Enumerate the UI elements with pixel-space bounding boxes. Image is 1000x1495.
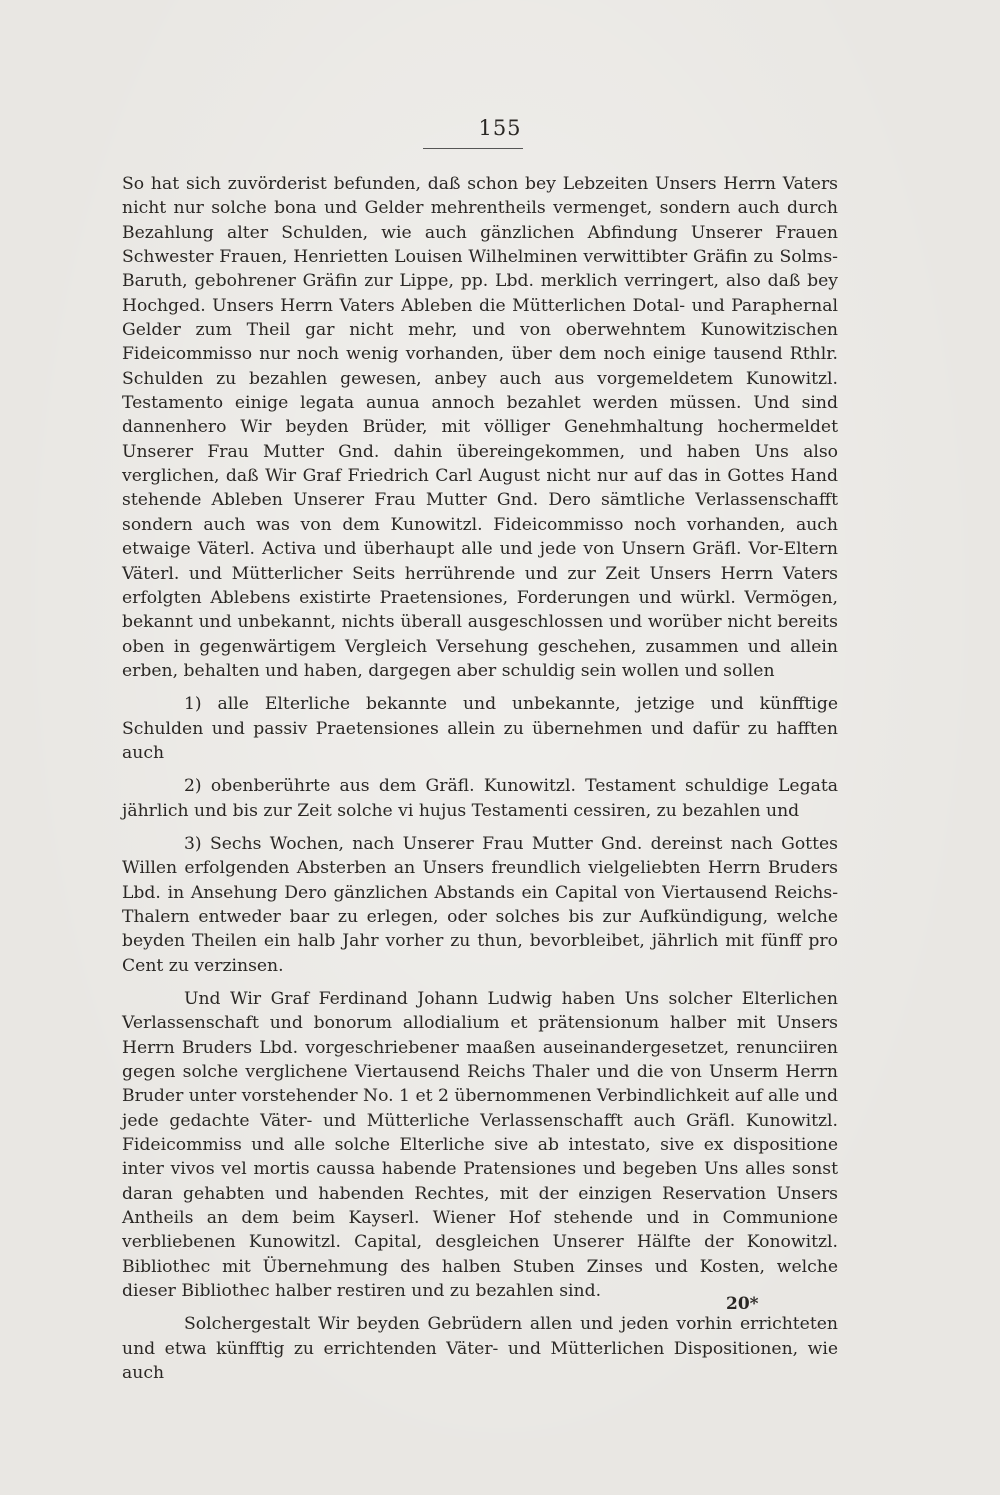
- paragraph-renunciation: Und Wir Graf Ferdinand Johann Ludwig haben Uns solcher Elterlichen Verlassenschaft und bonorum allodialium et prätensionum halber mit Unsers Herrn Bruders Lbd. vorgeschriebener maaßen auseinandergesetzet, renunciiren gegen solche verglichene Viertausend Reichs Thaler und die von Unserm Herrn Bruder unter vorstehender No. 1 et 2 übernommenen Verbindlichkeit auf alle und jede gedachte Väter- und Mütterliche Verlassenschafft auch Gräfl. Kunowitzl. Fideicommiss und alle solche Elterliche sive ab intestato, sive ex dispositione inter vivos vel mortis caussa habende Pratensiones und begeben Uns alles sonst daran gehabten und habenden Rechtes, mit der einzigen Reservation Unsers Antheils an dem beim Kayserl. Wiener Hof stehende und in Communione verbliebenen Kunowitzl. Capital, desgleichen Unserer Hälfte der Konowitzl. Bibliothec mit Übernehmung des halben Stuben Zinses und Kosten, welche dieser Bibliothec halber restiren und zu bezahlen sind.: [122, 989, 838, 1302]
- paragraph-item-2: 2) obenberührte aus dem Gräfl. Kunowitzl. Testament schuldige Legata jährlich und bis zur Zeit solche vi hujus Testamenti cessiren, zu bezahlen und: [122, 776, 838, 821]
- body-text: [122, 172, 838, 1386]
- page-number-rule: [423, 148, 523, 149]
- signature-mark: 20*: [726, 1294, 759, 1314]
- paragraph-closing: Solchergestalt Wir beyden Gebrüdern allen und jeden vorhin errichteten und etwa künfftig zu errichtenden Väter- und Mütterlichen Dispositionen, wie auch: [122, 1314, 838, 1384]
- page-number: 155: [478, 116, 522, 140]
- paragraph-item-1: 1) alle Elterliche bekannte und unbekannte, jetzige und künfftige Schulden und passiv Praetensiones allein zu übernehmen und dafür zu hafften auch: [122, 694, 838, 763]
- paragraph-item-3: 3) Sechs Wochen, nach Unserer Frau Mutter Gnd. dereinst nach Gottes Willen erfolgenden Absterben an Unsers freundlich vielgeliebten Herrn Bruders Lbd. in Ansehung Dero gänzlichen Abstands ein Capital von Viertausend Reichs-Thalern entweder baar zu erlegen, oder solches bis zur Aufkündigung, welche beyden Theilen ein halb Jahr vorher zu thun, bevorbleibet, jährlich mit fünff pro Cent zu verzinsen.: [122, 833, 838, 976]
- paragraph-settlement-preamble: So hat sich zuvörderist befunden, daß schon bey Lebzeiten Unsers Herrn Vaters nicht nur solche bona und Gelder mehrentheils vermenget, sondern auch durch Bezahlung alter Schulden, wie auch gänzlichen Abfindung Unserer Frauen Schwester Frauen, Henrietten Louisen Wilhelminen verwittibter Gräfin zu Solms-Baruth, gebohrener Gräfin zur Lippe, pp. Lbd. merklich verringert, also daß bey Hochged. Unsers Herrn Vaters Ableben die Mütterlichen Dotal- und Paraphernal Gelder zum Theil gar nicht mehr, und von oberwehntem Kunowitzischen Fideicommisso nur noch wenig vorhanden, über dem noch einige tausend Rthlr. Schulden zu bezahlen gewesen, anbey auch aus vorgemeldetem Kunowitzl. Testamento einige legata aunua annoch bezahlet werden müssen. Und sind dannenhero Wir beyden Brüder, mit völliger Genehmhaltung hochermeldet Unserer Frau Mutter Gnd. dahin übereingekommen, und haben Uns also verglichen, daß Wir Graf Friedrich Carl August nicht nur auf das in Gottes Hand stehende Ableben Unserer Frau Mutter Gnd. Dero sämtliche Verlassenschafft sondern auch was von dem Kunowitzl. Fideicommisso noch vorhanden, auch etwaige Väterl. Activa und überhaupt alle und jede von Unsern Gräfl. Vor-Eltern Väterl. und Mütterlicher Seits herrührende und zur Zeit Unsers Herrn Vaters erfolgten Ablebens existirte Praetensiones, Forderungen und würkl. Vermögen, bekannt und unbekannt, nichts überall ausgeschlossen und worüber nicht bereits oben in gegenwärtigem Vergleich Versehung geschehen, zusammen und allein erben, behalten und haben, dargegen aber schuldig sein wollen und sollen: [122, 174, 838, 681]
